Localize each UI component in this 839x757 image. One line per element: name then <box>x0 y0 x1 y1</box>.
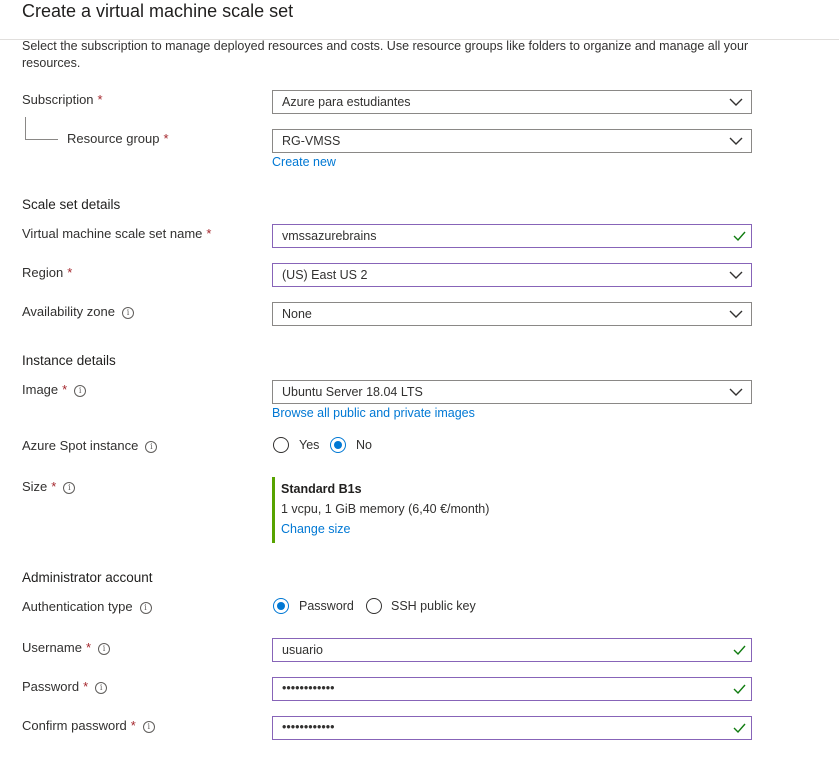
auth-password-radio[interactable] <box>273 598 289 614</box>
info-icon[interactable]: i <box>145 441 157 453</box>
required-mark: * <box>62 382 68 397</box>
resource-group-value: RG-VMSS <box>282 134 341 148</box>
info-icon[interactable]: i <box>122 307 134 319</box>
image-label: Image * i <box>22 382 86 397</box>
scale-set-details-heading: Scale set details <box>22 197 121 212</box>
spot-no-label[interactable]: No <box>356 438 372 452</box>
confirm-password-value: •••••••••••• <box>282 720 335 734</box>
password-input[interactable] <box>272 677 752 701</box>
username-input[interactable] <box>272 638 752 662</box>
scale-set-name-value: vmssazurebrains <box>282 229 377 243</box>
required-mark: * <box>67 265 73 280</box>
confirm-password-input[interactable] <box>272 716 752 740</box>
image-dropdown[interactable] <box>272 380 752 404</box>
checkmark-icon <box>733 722 746 734</box>
checkmark-icon <box>733 230 746 242</box>
image-value: Ubuntu Server 18.04 LTS <box>282 385 423 399</box>
required-mark: * <box>97 92 103 107</box>
auth-type-label: Authentication type i <box>22 599 152 614</box>
checkmark-icon <box>733 644 746 656</box>
chevron-down-icon <box>729 269 743 281</box>
size-description: 1 vcpu, 1 GiB memory (6,40 €/month) <box>281 502 490 516</box>
size-name: Standard B1s <box>281 482 362 496</box>
required-mark: * <box>206 226 212 241</box>
required-mark: * <box>83 679 89 694</box>
info-icon[interactable]: i <box>74 385 86 397</box>
region-dropdown[interactable] <box>272 263 752 287</box>
region-label: Region * <box>22 265 73 280</box>
auth-ssh-label[interactable]: SSH public key <box>391 599 476 613</box>
info-icon[interactable]: i <box>140 602 152 614</box>
subscription-dropdown[interactable] <box>272 90 752 114</box>
create-new-resource-group-link[interactable]: Create new <box>272 155 336 169</box>
required-mark: * <box>163 131 169 146</box>
info-icon[interactable]: i <box>63 482 75 494</box>
tree-connector-vertical <box>25 117 26 139</box>
scale-set-name-label: Virtual machine scale set name * <box>22 226 212 241</box>
auth-password-label[interactable]: Password <box>299 599 354 613</box>
change-size-link[interactable]: Change size <box>281 522 351 536</box>
required-mark: * <box>51 479 57 494</box>
tree-connector-horizontal <box>25 139 58 140</box>
password-label: Password * i <box>22 679 107 694</box>
confirm-password-label: Confirm password * i <box>22 718 155 733</box>
resource-group-dropdown[interactable] <box>272 129 752 153</box>
size-accent-bar <box>272 477 275 543</box>
chevron-down-icon <box>729 308 743 320</box>
chevron-down-icon <box>729 135 743 147</box>
chevron-down-icon <box>729 386 743 398</box>
spot-no-radio[interactable] <box>330 437 346 453</box>
instance-details-heading: Instance details <box>22 353 116 368</box>
info-icon[interactable]: i <box>143 721 155 733</box>
scale-set-name-input[interactable] <box>272 224 752 248</box>
size-label: Size * i <box>22 479 75 494</box>
chevron-down-icon <box>729 96 743 108</box>
spot-instance-label: Azure Spot instance i <box>22 438 157 453</box>
region-value: (US) East US 2 <box>282 268 368 282</box>
info-icon[interactable]: i <box>98 643 110 655</box>
username-value: usuario <box>282 643 323 657</box>
availability-zone-value: None <box>282 307 312 321</box>
auth-ssh-radio[interactable] <box>366 598 382 614</box>
username-label: Username * i <box>22 640 110 655</box>
resource-group-label: Resource group * <box>67 131 169 146</box>
page-description: Select the subscription to manage deployed resources and costs. Use resource groups like folders to organize and manage all your resources. <box>22 39 749 70</box>
administrator-account-heading: Administrator account <box>22 570 153 585</box>
subscription-value: Azure para estudiantes <box>282 95 411 109</box>
checkmark-icon <box>733 683 746 695</box>
availability-zone-dropdown[interactable] <box>272 302 752 326</box>
password-value: •••••••••••• <box>282 681 335 695</box>
subscription-label: Subscription * <box>22 92 103 107</box>
spot-yes-radio[interactable] <box>273 437 289 453</box>
page-title: Create a virtual machine scale set <box>22 1 294 21</box>
info-icon[interactable]: i <box>95 682 107 694</box>
browse-images-link[interactable]: Browse all public and private images <box>272 406 475 420</box>
availability-zone-label: Availability zone i <box>22 304 134 319</box>
required-mark: * <box>130 718 136 733</box>
required-mark: * <box>85 640 92 655</box>
spot-yes-label[interactable]: Yes <box>299 438 320 452</box>
